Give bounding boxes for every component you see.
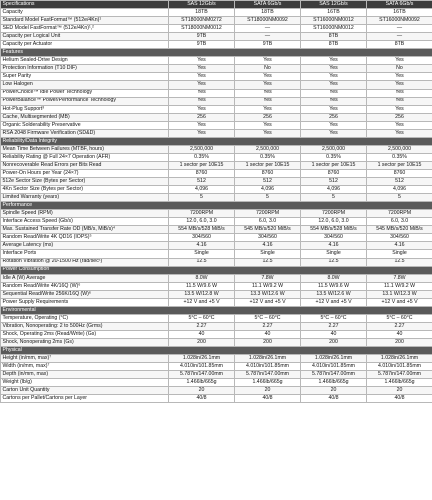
table-cell: 2,500,000 xyxy=(367,145,432,153)
table-row xyxy=(1,194,432,202)
table-cell: 200 xyxy=(235,338,301,346)
section-header-row xyxy=(1,266,432,274)
table-cell: 0.35% xyxy=(301,153,367,161)
table-cell: 5.787in/147.00mm xyxy=(169,371,235,379)
table-cell: 9TB xyxy=(235,41,301,49)
table-row xyxy=(1,81,432,89)
table-cell: 1.028in/26.1mm xyxy=(301,355,367,363)
table-row xyxy=(1,338,432,346)
table-cell: 1 sector per 10E15 xyxy=(301,161,367,169)
section-title: Features xyxy=(1,49,432,57)
table-row xyxy=(1,65,432,73)
table-cell: 4.010in/101.85mm xyxy=(367,363,432,371)
table-row xyxy=(1,153,432,161)
table-row xyxy=(1,161,432,169)
table-cell: Yes xyxy=(235,73,301,81)
table-cell: 200 xyxy=(301,338,367,346)
table-cell: 11.5 W/9.6 W xyxy=(301,282,367,290)
table-cell: 40/8 xyxy=(367,395,432,403)
table-cell: 11.1 W/9.2 W xyxy=(367,282,432,290)
table-row xyxy=(1,322,432,330)
table-cell: 256 xyxy=(169,113,235,121)
table-cell: 256 xyxy=(367,113,432,121)
table-cell: Yes xyxy=(367,105,432,113)
table-cell: Yes xyxy=(367,81,432,89)
section-header-row xyxy=(1,202,432,210)
table-title: Specifications xyxy=(1,1,169,9)
section-title: Performance xyxy=(1,202,432,210)
table-row xyxy=(1,186,432,194)
row-label: Super Parity xyxy=(1,73,169,81)
section-header-row xyxy=(1,137,432,145)
table-cell: 20 xyxy=(367,387,432,395)
table-cell: 8.0W xyxy=(301,274,367,282)
table-cell: Yes xyxy=(367,73,432,81)
table-cell: Yes xyxy=(169,97,235,105)
row-label: Weight (lb/g) xyxy=(1,379,169,387)
table-cell: Yes xyxy=(367,121,432,129)
row-label: 4Kn Sector Size (Bytes per Sector) xyxy=(1,186,169,194)
table-cell: 2.27 xyxy=(169,322,235,330)
table-row xyxy=(1,395,432,403)
table-cell: 4,096 xyxy=(301,186,367,194)
row-label: Average Latency (ms) xyxy=(1,242,169,250)
table-cell: 12.5 xyxy=(235,258,301,266)
table-cell: Single xyxy=(367,250,432,258)
table-cell: Yes xyxy=(169,57,235,65)
table-cell: 1 sector per 10E15 xyxy=(367,161,432,169)
table-cell: Yes xyxy=(301,73,367,81)
table-cell: 1.466lb/665g xyxy=(235,379,301,387)
table-row xyxy=(1,210,432,218)
table-cell: No xyxy=(367,65,432,73)
table-cell: Yes xyxy=(235,89,301,97)
table-cell: 5.787in/147.00mm xyxy=(367,371,432,379)
table-cell: 20 xyxy=(235,387,301,395)
table-cell: 512 xyxy=(367,178,432,186)
table-cell: ST16000NM0092 xyxy=(367,17,432,25)
table-row xyxy=(1,41,432,49)
row-label: Capacity per Actuator xyxy=(1,41,169,49)
section-title: Reliability/Data Integrity xyxy=(1,137,432,145)
section-header-row xyxy=(1,347,432,355)
table-cell: 200 xyxy=(169,338,235,346)
table-row xyxy=(1,290,432,298)
column-header: SAS 12Gb/s xyxy=(301,1,367,9)
table-cell: 5°C – 60°C xyxy=(169,314,235,322)
table-cell: 4.16 xyxy=(169,242,235,250)
row-label: Carton Unit Quantity xyxy=(1,387,169,395)
table-row xyxy=(1,379,432,387)
table-cell: Yes xyxy=(301,121,367,129)
table-row xyxy=(1,355,432,363)
table-cell: 5 xyxy=(169,194,235,202)
table-cell: 8760 xyxy=(169,169,235,177)
table-cell: 12.5 xyxy=(367,258,432,266)
table-cell: — xyxy=(235,25,301,33)
table-cell: 1 sector per 10E15 xyxy=(235,161,301,169)
table-cell: Yes xyxy=(235,105,301,113)
table-cell: Yes xyxy=(301,97,367,105)
table-cell: 5 xyxy=(235,194,301,202)
row-label: Standard Model FastFormat™ (512e/4Kn)¹ xyxy=(1,17,169,25)
header-row xyxy=(1,1,432,9)
row-label: Power-On Hours per Year (24×7) xyxy=(1,169,169,177)
row-label: Interface Access Speed (Gb/s) xyxy=(1,218,169,226)
table-cell: 545 MB/s/520 MiB/s xyxy=(235,226,301,234)
table-cell: Yes xyxy=(301,129,367,137)
table-cell: 2,500,000 xyxy=(169,145,235,153)
table-cell: Yes xyxy=(169,73,235,81)
table-cell: 7200RPM xyxy=(169,210,235,218)
table-cell: Yes xyxy=(367,57,432,65)
table-cell: 256 xyxy=(301,113,367,121)
section-header-row xyxy=(1,49,432,57)
table-cell: Yes xyxy=(301,105,367,113)
table-cell: 1.028in/26.1mm xyxy=(367,355,432,363)
row-label: Interface Ports xyxy=(1,250,169,258)
table-row xyxy=(1,105,432,113)
table-cell: 0.35% xyxy=(169,153,235,161)
table-cell: +12 V and +5 V xyxy=(367,298,432,306)
table-cell: 4.010in/101.85mm xyxy=(235,363,301,371)
row-label: Shock, Operating 2ms (Read/Write) (Gs) xyxy=(1,330,169,338)
row-label: Spindle Speed (RPM) xyxy=(1,210,169,218)
row-label: Power Supply Requirements xyxy=(1,298,169,306)
table-cell: 2,500,000 xyxy=(235,145,301,153)
table-cell: 11.5 W/9.6 W xyxy=(169,282,235,290)
table-cell: Yes xyxy=(169,81,235,89)
row-label: Random Read/Write 4K QD16 (IOPS)⁵ xyxy=(1,234,169,242)
row-label: Cartons per Pallet/Cartons per Layer xyxy=(1,395,169,403)
row-label: Nonrecoverable Read Errors per Bits Read xyxy=(1,161,169,169)
table-cell: ST18000NM0012 xyxy=(169,25,235,33)
table-cell: 6.0, 3.0 xyxy=(235,218,301,226)
row-label: Protection Information (T10 DIF) xyxy=(1,65,169,73)
table-cell: 40 xyxy=(235,330,301,338)
table-cell: 2.27 xyxy=(367,322,432,330)
table-row xyxy=(1,145,432,153)
table-cell: 5.787in/147.00mm xyxy=(301,371,367,379)
table-cell: 1.466lb/665g xyxy=(301,379,367,387)
table-cell: 4.010in/101.85mm xyxy=(169,363,235,371)
table-cell: 200 xyxy=(367,338,432,346)
table-cell: 13.3 W/12.6 W xyxy=(235,290,301,298)
table-cell: 8760 xyxy=(301,169,367,177)
table-cell: ST18000NM0272 xyxy=(169,17,235,25)
table-cell: 4,096 xyxy=(169,186,235,194)
table-cell: Yes xyxy=(169,129,235,137)
table-row xyxy=(1,33,432,41)
table-cell: +12 V and +5 V xyxy=(169,298,235,306)
table-cell: 4.16 xyxy=(301,242,367,250)
table-row xyxy=(1,298,432,306)
table-cell: 512 xyxy=(235,178,301,186)
table-cell: 4,096 xyxy=(367,186,432,194)
table-cell: 20 xyxy=(169,387,235,395)
table-cell: +12 V and +5 V xyxy=(235,298,301,306)
table-cell: 545 MB/s/520 MiB/s xyxy=(367,226,432,234)
table-cell: 0.35% xyxy=(367,153,432,161)
section-header-row xyxy=(1,306,432,314)
row-label: Depth (in/mm, max) xyxy=(1,371,169,379)
table-cell: 40 xyxy=(169,330,235,338)
table-cell: 8760 xyxy=(235,169,301,177)
table-row xyxy=(1,89,432,97)
table-cell: 6.0, 3.0 xyxy=(367,218,432,226)
row-label: Random Read/Write 4K/16Q (W)⁶ xyxy=(1,282,169,290)
table-row xyxy=(1,17,432,25)
table-cell: Single xyxy=(301,250,367,258)
table-row xyxy=(1,97,432,105)
table-cell: 5°C – 60°C xyxy=(367,314,432,322)
row-label: PowerBalance™ Power/Performance Technology xyxy=(1,97,169,105)
table-cell: 304/560 xyxy=(367,234,432,242)
table-cell: — xyxy=(367,25,432,33)
table-cell: Yes xyxy=(169,121,235,129)
table-cell: 1.466lb/665g xyxy=(367,379,432,387)
table-cell: 8760 xyxy=(367,169,432,177)
row-label: Hot-Plug Support³ xyxy=(1,105,169,113)
table-cell: 13.5 W/12.6 W xyxy=(301,290,367,298)
table-cell: 40/8 xyxy=(235,395,301,403)
table-cell: Yes xyxy=(235,121,301,129)
table-row xyxy=(1,330,432,338)
table-row xyxy=(1,121,432,129)
table-cell: Yes xyxy=(235,129,301,137)
table-cell: 8TB xyxy=(367,41,432,49)
row-label: Capacity per Logical Unit xyxy=(1,33,169,41)
table-row xyxy=(1,218,432,226)
table-cell: Yes xyxy=(169,65,235,73)
table-cell: Yes xyxy=(169,105,235,113)
table-cell: 20 xyxy=(301,387,367,395)
table-row xyxy=(1,258,432,266)
table-cell: 0.35% xyxy=(235,153,301,161)
column-header: SATA 6Gb/s xyxy=(367,1,432,9)
row-label: SED Model FastFormat™ (512e/4Kn)¹,² xyxy=(1,25,169,33)
table-cell: — xyxy=(367,33,432,41)
table-cell: 7200RPM xyxy=(367,210,432,218)
table-cell: 40/8 xyxy=(301,395,367,403)
table-cell: 1.028in/26.1mm xyxy=(235,355,301,363)
column-header: SATA 6Gb/s xyxy=(235,1,301,9)
table-cell: Yes xyxy=(301,89,367,97)
table-cell: 5 xyxy=(367,194,432,202)
table-cell: 5 xyxy=(301,194,367,202)
row-label: Height (in/mm, max)⁷ xyxy=(1,355,169,363)
row-label: Cache, Multisegmented (MB) xyxy=(1,113,169,121)
table-cell: Single xyxy=(169,250,235,258)
table-cell: 18TB xyxy=(169,9,235,17)
table-row xyxy=(1,178,432,186)
table-cell: Yes xyxy=(301,81,367,89)
table-row xyxy=(1,169,432,177)
table-cell: Yes xyxy=(367,129,432,137)
row-label: PowerChoice™ Idle Power Technology xyxy=(1,89,169,97)
row-label: Width (in/mm, max)⁷ xyxy=(1,363,169,371)
row-label: Shock, Nonoperating 2ms (Gs) xyxy=(1,338,169,346)
row-label: Idle A (W) Average xyxy=(1,274,169,282)
section-title: Physical xyxy=(1,347,432,355)
table-cell: 4.16 xyxy=(367,242,432,250)
row-label: Rotation Vibration @ 20-1500 Hz (rad/sec²) xyxy=(1,258,169,266)
table-cell: Yes xyxy=(301,57,367,65)
row-label: Mean Time Between Failures (MTBF, hours) xyxy=(1,145,169,153)
table-cell: 18TB xyxy=(235,9,301,17)
table-cell: 4,096 xyxy=(235,186,301,194)
row-label: Low Halogen xyxy=(1,81,169,89)
table-cell: 304/560 xyxy=(301,234,367,242)
table-cell: 12.5 xyxy=(169,258,235,266)
table-cell: 2.27 xyxy=(301,322,367,330)
row-label: Vibration, Nonoperating: 2 to 500Hz (Grms) xyxy=(1,322,169,330)
table-cell: Single xyxy=(235,250,301,258)
table-cell: 1.466lb/665g xyxy=(169,379,235,387)
row-label: RSA 2048 Firmware Verification (SD&D) xyxy=(1,129,169,137)
table-cell: — xyxy=(235,33,301,41)
table-row xyxy=(1,9,432,17)
row-label: Temperature, Operating (°C) xyxy=(1,314,169,322)
table-cell: 304/560 xyxy=(235,234,301,242)
table-row xyxy=(1,57,432,65)
table-cell: 4.16 xyxy=(235,242,301,250)
table-cell: 40 xyxy=(367,330,432,338)
table-row xyxy=(1,113,432,121)
table-cell: ST18000NM0092 xyxy=(235,17,301,25)
column-header: SAS 12Gb/s xyxy=(169,1,235,9)
table-cell: +12 V and +5 V xyxy=(301,298,367,306)
table-cell: 256 xyxy=(235,113,301,121)
table-row xyxy=(1,25,432,33)
table-cell: 12.0, 6.0, 3.0 xyxy=(169,218,235,226)
row-label: Organic Solderability Preservative xyxy=(1,121,169,129)
table-cell: 5.787in/147.00mm xyxy=(235,371,301,379)
row-label: Reliability Rating @ Full 24×7 Operation (AFR) xyxy=(1,153,169,161)
table-cell: ST16000NM0012 xyxy=(301,17,367,25)
section-title: Environmental xyxy=(1,306,432,314)
table-cell: 13.1 W/12.3 W xyxy=(367,290,432,298)
table-cell: 40 xyxy=(301,330,367,338)
table-cell: 7.8W xyxy=(367,274,432,282)
table-cell: 12.5 xyxy=(301,258,367,266)
row-label: Helium Sealed-Drive Design xyxy=(1,57,169,65)
table-row xyxy=(1,282,432,290)
table-cell: 2,500,000 xyxy=(301,145,367,153)
table-cell: 13.5 W/12.8 W xyxy=(169,290,235,298)
table-cell: 554 MB/s/528 MiB/s xyxy=(301,226,367,234)
table-row xyxy=(1,73,432,81)
table-cell: 7200RPM xyxy=(235,210,301,218)
table-cell: Yes xyxy=(235,81,301,89)
table-row xyxy=(1,363,432,371)
section-title: Power Consumption xyxy=(1,266,432,274)
row-label: Max. Sustained Transfer Rate OD (MB/s, MiB/s)⁴ xyxy=(1,226,169,234)
table-row xyxy=(1,387,432,395)
table-cell: 16TB xyxy=(301,9,367,17)
table-row xyxy=(1,226,432,234)
table-cell: ST16000NM0012 xyxy=(301,25,367,33)
table-row xyxy=(1,242,432,250)
row-label: 512e Sector Size (Bytes per Sector) xyxy=(1,178,169,186)
table-cell: 554 MB/s/528 MiB/s xyxy=(169,226,235,234)
table-cell: Yes xyxy=(367,97,432,105)
table-cell: 1.028in/26.1mm xyxy=(169,355,235,363)
table-cell: 8TB xyxy=(301,41,367,49)
table-cell: 8TB xyxy=(301,33,367,41)
table-cell: 11.1 W/9.2 W xyxy=(235,282,301,290)
table-cell: Yes xyxy=(235,97,301,105)
table-row xyxy=(1,234,432,242)
table-cell: 1 sector per 10E15 xyxy=(169,161,235,169)
table-cell: Yes xyxy=(301,65,367,73)
table-cell: 512 xyxy=(169,178,235,186)
table-row xyxy=(1,274,432,282)
table-cell: 5°C – 60°C xyxy=(235,314,301,322)
table-cell: 40/8 xyxy=(169,395,235,403)
table-cell: No xyxy=(235,65,301,73)
spec-body xyxy=(1,9,432,403)
table-cell: 7200RPM xyxy=(301,210,367,218)
table-cell: 7.8W xyxy=(235,274,301,282)
table-row xyxy=(1,314,432,322)
table-cell: 5°C – 60°C xyxy=(301,314,367,322)
table-cell: 8.0W xyxy=(169,274,235,282)
table-cell: 9TB xyxy=(169,33,235,41)
table-cell: Yes xyxy=(235,57,301,65)
row-label: Capacity xyxy=(1,9,169,17)
table-row xyxy=(1,250,432,258)
table-cell: Yes xyxy=(169,89,235,97)
table-cell: 16TB xyxy=(367,9,432,17)
table-row xyxy=(1,129,432,137)
table-row xyxy=(1,371,432,379)
table-cell: 12.0, 6.0, 3.0 xyxy=(301,218,367,226)
row-label: Limited Warranty (years) xyxy=(1,194,169,202)
table-cell: 9TB xyxy=(169,41,235,49)
table-cell: 512 xyxy=(301,178,367,186)
table-cell: 2.27 xyxy=(235,322,301,330)
table-cell: Yes xyxy=(367,89,432,97)
table-cell: 4.010in/101.85mm xyxy=(301,363,367,371)
row-label: Sequential Read/Write 256K/16Q (W)⁶ xyxy=(1,290,169,298)
table-cell: 304/560 xyxy=(169,234,235,242)
